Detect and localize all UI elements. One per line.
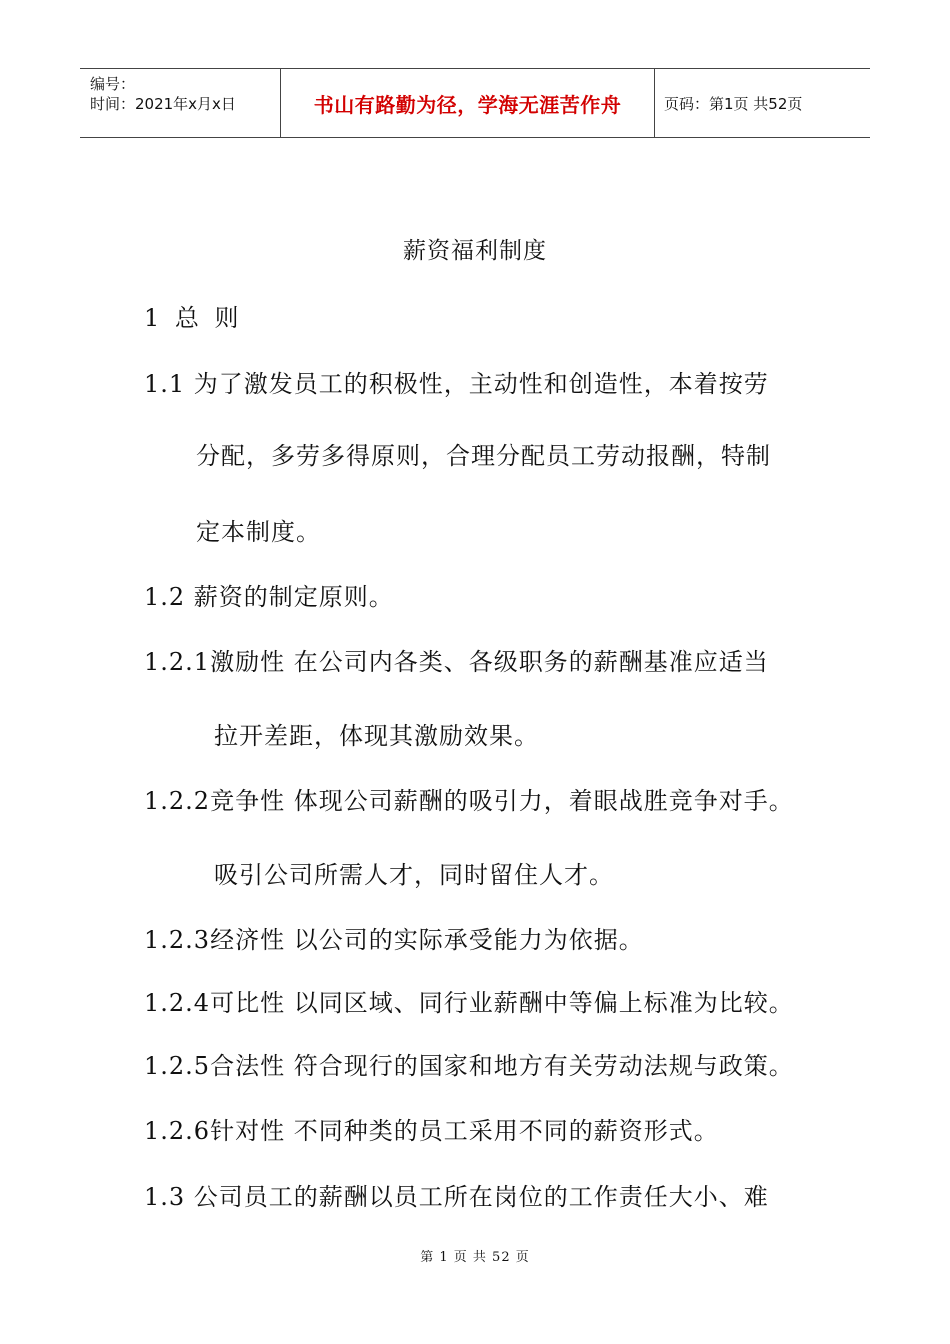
section-heading: 1 总 则 — [144, 304, 243, 332]
paragraph-line: 1.1 为了激发员工的积极性，主动性和创造性，本着按劳 — [144, 370, 769, 398]
header-table — [80, 68, 870, 138]
document-time-label: 时间：2021年x月x日 — [90, 95, 236, 113]
paragraph-line: 1.2.5合法性 符合现行的国家和地方有关劳动法规与政策。 — [144, 1052, 794, 1080]
header-motto-cell — [281, 69, 655, 137]
paragraph-line: 1.3 公司员工的薪酬以员工所在岗位的工作责任大小、难 — [144, 1183, 769, 1211]
paragraph-line: 1.2.4可比性 以同区域、同行业薪酬中等偏上标准为比较。 — [144, 989, 794, 1017]
page-footer: 第 1 页 共 52 页 — [420, 1250, 530, 1265]
paragraph-line: 定本制度。 — [196, 518, 321, 546]
paragraph-line: 1.2 薪资的制定原则。 — [144, 583, 394, 611]
header-meta-cell — [80, 69, 281, 137]
header-page-info: 页码：第1页 共52页 — [664, 94, 803, 113]
paragraph-line: 1.2.2竞争性 体现公司薪酬的吸引力，着眼战胜竞争对手。 — [144, 787, 794, 815]
paragraph-line: 1.2.1激励性 在公司内各类、各级职务的薪酬基准应适当 — [144, 648, 769, 676]
paragraph-line: 1.2.3经济性 以公司的实际承受能力为依据。 — [144, 926, 644, 954]
paragraph-line: 分配，多劳多得原则，合理分配员工劳动报酬，特制 — [196, 442, 771, 470]
paragraph-line: 拉开差距，体现其激励效果。 — [214, 722, 539, 750]
document-title: 薪资福利制度 — [403, 238, 547, 264]
paragraph-line: 1.2.6针对性 不同种类的员工采用不同的薪资形式。 — [144, 1117, 719, 1145]
header-motto: 书山有路勤为径，学海无涯苦作舟 — [313, 92, 622, 117]
document-number-label: 编号： — [90, 75, 136, 93]
paragraph-line: 吸引公司所需人才，同时留住人才。 — [214, 861, 614, 889]
